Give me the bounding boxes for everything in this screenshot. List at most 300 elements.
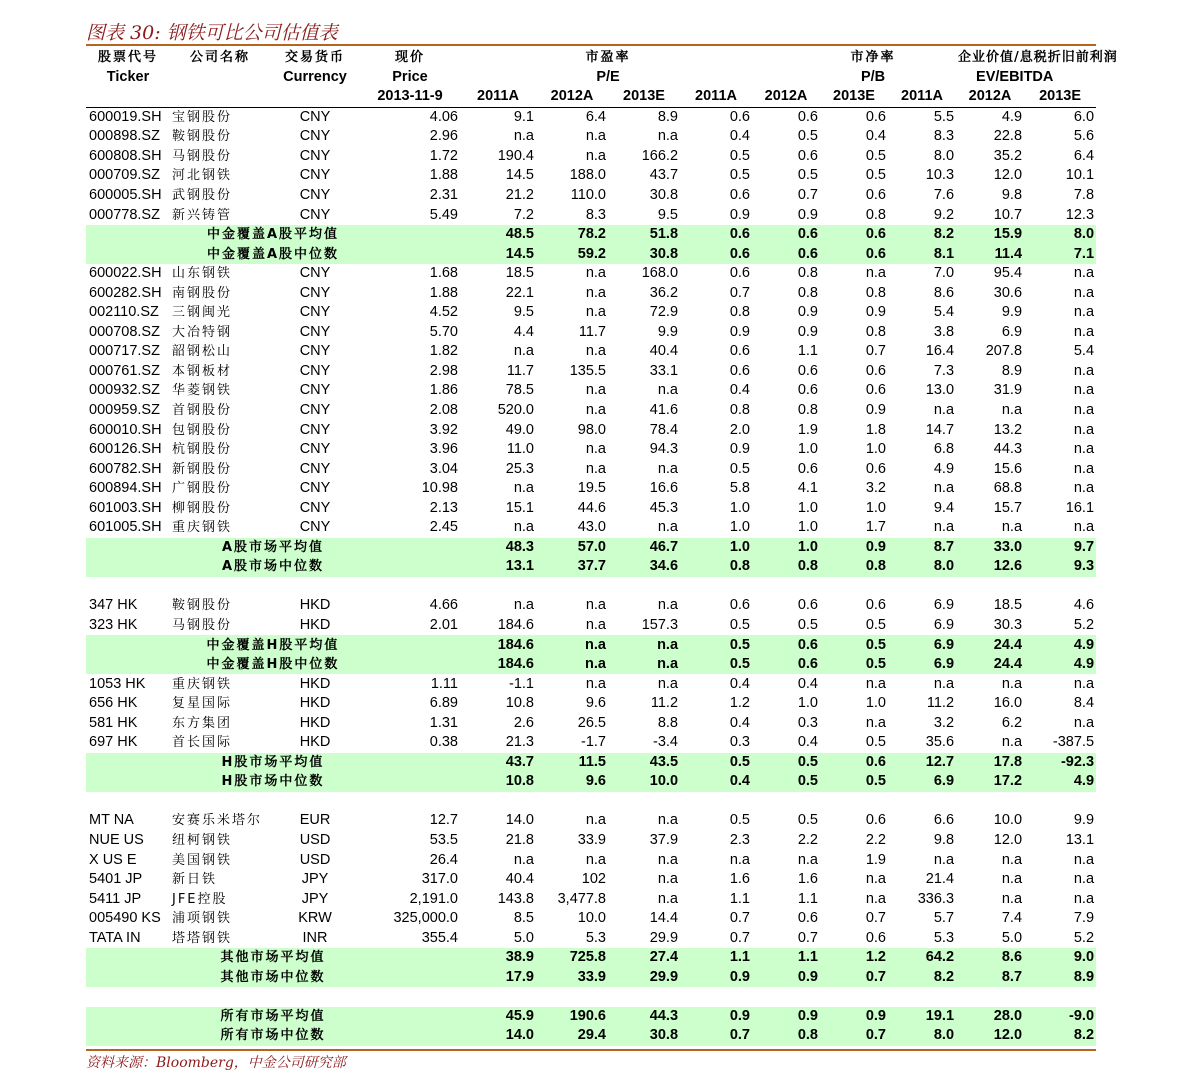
- value-cell: 7.8: [1073, 186, 1095, 203]
- value-cell: 184.6: [497, 616, 534, 633]
- value-cell: n.a: [933, 675, 955, 692]
- value-cell: 5.2: [1073, 616, 1095, 633]
- price-cell: 53.5: [429, 832, 458, 848]
- value-cell: 0.6: [865, 186, 887, 203]
- currency-cell: CNY: [299, 460, 331, 477]
- summary-value: 1.1: [680, 948, 752, 968]
- currency-cell: CNY: [299, 108, 331, 125]
- summary-value: 57.0: [536, 538, 608, 558]
- value-cell: 0.5: [729, 460, 751, 477]
- company-name-cell: 东方集团: [172, 715, 233, 731]
- summary-value: 10.0: [608, 772, 680, 792]
- value-cell: 2.6: [513, 714, 534, 731]
- value-cell: 0.8: [729, 304, 751, 321]
- table-row: [86, 303, 1096, 323]
- value-cell: 9.6: [585, 695, 606, 712]
- ticker-cell: 005490 KS: [89, 910, 161, 927]
- price-cell: 2.96: [429, 128, 458, 145]
- value-cell: n.a: [585, 284, 606, 301]
- summary-value: 78.2: [536, 225, 608, 245]
- summary-label: 所有市场平均值: [86, 1007, 460, 1027]
- value-cell: 0.6: [797, 460, 819, 477]
- value-cell: 8.0: [933, 147, 955, 164]
- value-cell: 49.0: [505, 421, 534, 438]
- price-cell: 2.08: [429, 401, 458, 418]
- value-cell: 0.4: [729, 714, 751, 731]
- value-cell: 6.9: [1001, 323, 1023, 340]
- table-row: [86, 518, 1096, 538]
- table-row: [86, 205, 1096, 225]
- value-cell: 12.0: [993, 167, 1023, 184]
- summary-value: 24.4: [956, 655, 1024, 675]
- value-cell: 2.2: [865, 832, 887, 848]
- value-cell: n.a: [865, 714, 887, 731]
- summary-value: 37.7: [536, 557, 608, 577]
- value-cell: 0.4: [729, 382, 751, 399]
- ticker-cell: 000778.SZ: [89, 206, 160, 223]
- ticker-cell: 5401 JP: [89, 871, 143, 888]
- price-cell: 2.31: [429, 186, 458, 203]
- table-row: [86, 186, 1096, 206]
- header-ev-2012: 2012A: [956, 87, 1024, 107]
- value-cell: n.a: [657, 597, 679, 614]
- summary-value: 13.1: [460, 557, 536, 577]
- table-row: [86, 264, 1096, 284]
- currency-cell: CNY: [299, 167, 331, 184]
- value-cell: 10.1: [1065, 167, 1095, 184]
- value-cell: 9.1: [513, 108, 534, 125]
- currency-cell: USD: [299, 851, 331, 868]
- summary-value: 0.6: [680, 225, 752, 245]
- table-row: [86, 166, 1096, 186]
- summary-value: 9.7: [1024, 538, 1096, 558]
- ticker-cell: 601005.SH: [89, 519, 162, 536]
- company-name-cell: 重庆钢铁: [172, 520, 233, 536]
- summary-value: 9.0: [1024, 948, 1096, 968]
- company-name-cell: 纽柯钢铁: [172, 833, 233, 848]
- value-cell: n.a: [729, 851, 751, 868]
- company-name-cell: JFE控股: [172, 891, 228, 907]
- value-cell: 0.9: [797, 323, 819, 340]
- summary-value: 9.3: [1024, 557, 1096, 577]
- value-cell: 16.6: [649, 480, 679, 497]
- summary-value: 0.6: [752, 244, 820, 264]
- value-cell: 5.4: [933, 304, 955, 321]
- company-name-cell: 包钢股份: [172, 422, 233, 438]
- value-cell: n.a: [1001, 675, 1023, 692]
- summary-label: 所有市场中位数: [86, 1026, 460, 1046]
- value-cell: 0.5: [865, 167, 887, 184]
- value-cell: 0.7: [865, 910, 887, 927]
- value-cell: 11.7: [506, 362, 534, 379]
- currency-cell: HKD: [299, 714, 331, 731]
- summary-value: 0.9: [680, 968, 752, 988]
- summary-row: [86, 968, 1096, 988]
- value-cell: 10.7: [993, 206, 1023, 223]
- valuation-table: [86, 48, 1118, 1046]
- value-cell: 7.6: [933, 186, 955, 203]
- value-cell: 1.0: [797, 441, 819, 458]
- ticker-cell: 581 HK: [89, 714, 138, 731]
- summary-value: 0.8: [680, 557, 752, 577]
- summary-value: 0.9: [752, 1007, 820, 1027]
- value-cell: 0.3: [729, 734, 751, 751]
- table-row: [86, 831, 1096, 851]
- summary-value: 0.9: [680, 1007, 752, 1027]
- value-cell: 94.3: [649, 441, 679, 458]
- price-cell: 3.04: [429, 460, 458, 477]
- table-row: [86, 928, 1096, 948]
- value-cell: n.a: [585, 675, 606, 692]
- value-cell: n.a: [657, 871, 679, 888]
- value-cell: 8.8: [657, 714, 679, 731]
- value-cell: n.a: [1073, 284, 1095, 301]
- value-cell: n.a: [1001, 890, 1023, 907]
- value-cell: 14.5: [505, 167, 534, 184]
- price-cell: 1.88: [429, 284, 458, 301]
- value-cell: 9.2: [933, 206, 955, 223]
- price-cell: 4.66: [429, 597, 458, 614]
- summary-value: 11.5: [536, 753, 608, 773]
- value-cell: 1.8: [865, 421, 887, 438]
- value-cell: 0.6: [797, 382, 819, 399]
- summary-value: 46.7: [608, 538, 680, 558]
- summary-value: 0.6: [820, 753, 888, 773]
- company-name-cell: 新兴铸管: [172, 207, 233, 223]
- value-cell: 520.0: [497, 401, 534, 418]
- currency-cell: CNY: [299, 382, 331, 399]
- price-cell: 3.92: [429, 421, 458, 438]
- summary-value: 0.5: [820, 772, 888, 792]
- ticker-cell: 600010.SH: [89, 421, 162, 438]
- header-row-3: [86, 87, 1096, 107]
- value-cell: n.a: [865, 265, 887, 282]
- summary-value: 0.7: [820, 1026, 888, 1046]
- value-cell: 95.4: [993, 265, 1023, 282]
- summary-value: 0.5: [752, 772, 820, 792]
- value-cell: 5.0: [513, 929, 534, 946]
- ticker-cell: 000761.SZ: [89, 362, 160, 379]
- company-name-cell: 塔塔钢铁: [172, 930, 233, 946]
- table-row: [86, 283, 1096, 303]
- price-cell: 1.72: [429, 147, 458, 164]
- value-cell: 33.1: [649, 362, 679, 379]
- price-cell: 10.98: [421, 480, 458, 497]
- value-cell: 1.0: [797, 519, 819, 536]
- value-cell: 0.5: [865, 616, 887, 633]
- currency-cell: CNY: [299, 480, 331, 497]
- currency-cell: USD: [299, 832, 331, 848]
- value-cell: 157.3: [641, 616, 679, 633]
- summary-value: 8.0: [888, 1026, 956, 1046]
- company-name-cell: 鞍钢股份: [172, 598, 233, 614]
- summary-row: [86, 948, 1096, 968]
- company-name-cell: 大冶特钢: [172, 324, 233, 340]
- value-cell: 0.6: [865, 382, 887, 399]
- value-cell: 0.5: [797, 616, 819, 633]
- value-cell: 0.6: [865, 812, 887, 829]
- value-cell: 0.9: [729, 206, 751, 223]
- value-cell: 0.5: [729, 812, 751, 829]
- value-cell: 0.9: [729, 441, 751, 458]
- value-cell: 22.8: [993, 128, 1023, 145]
- summary-value: 14.0: [460, 1026, 536, 1046]
- summary-value: 45.9: [460, 1007, 536, 1027]
- value-cell: 7.2: [513, 206, 534, 223]
- value-cell: -387.5: [1052, 734, 1095, 751]
- value-cell: 0.8: [797, 284, 819, 301]
- value-cell: 1.0: [865, 499, 887, 516]
- price-cell: 4.06: [429, 108, 458, 125]
- summary-value: 8.2: [888, 968, 956, 988]
- table-row: [86, 127, 1096, 147]
- value-cell: 14.4: [649, 910, 679, 927]
- value-cell: 0.6: [865, 929, 887, 946]
- summary-label: A股市场中位数: [86, 557, 460, 577]
- value-cell: 35.6: [925, 734, 955, 751]
- summary-value: 0.5: [680, 635, 752, 655]
- summary-value: 8.0: [1024, 225, 1096, 245]
- value-cell: 0.5: [797, 167, 819, 184]
- summary-value: 11.4: [956, 244, 1024, 264]
- value-cell: 1.0: [797, 499, 819, 516]
- price-cell: 325,000.0: [393, 910, 458, 927]
- value-cell: 0.5: [865, 147, 887, 164]
- header-pb-2012: 2012A: [752, 87, 820, 107]
- company-name-cell: 广钢股份: [172, 481, 233, 497]
- summary-row: [86, 225, 1096, 245]
- company-name-cell: 柳钢股份: [172, 500, 233, 516]
- value-cell: n.a: [657, 812, 679, 829]
- ticker-cell: 697 HK: [89, 734, 138, 751]
- summary-value: 33.0: [956, 538, 1024, 558]
- table-row: [86, 401, 1096, 421]
- summary-label: 其他市场平均值: [86, 948, 460, 968]
- summary-label: 中金覆盖H股中位数: [86, 655, 460, 675]
- table-row: [86, 909, 1096, 929]
- summary-label: 中金覆盖A股中位数: [86, 244, 460, 264]
- value-cell: n.a: [1073, 304, 1095, 321]
- value-cell: 6.6: [933, 812, 955, 829]
- summary-value: n.a: [536, 635, 608, 655]
- value-cell: 9.5: [657, 206, 679, 223]
- value-cell: 4.9: [1001, 108, 1023, 125]
- value-cell: n.a: [1073, 714, 1095, 731]
- summary-value: 0.6: [680, 244, 752, 264]
- company-name-cell: 鞍钢股份: [172, 129, 233, 145]
- value-cell: 0.5: [797, 812, 819, 829]
- price-cell: 1.31: [429, 714, 458, 731]
- value-cell: 5.6: [1073, 128, 1095, 145]
- value-cell: 3,477.8: [557, 890, 606, 907]
- price-cell: 12.7: [429, 812, 458, 829]
- summary-value: 4.9: [1024, 635, 1096, 655]
- value-cell: 0.7: [729, 929, 751, 946]
- price-cell: 1.88: [429, 167, 458, 184]
- ticker-cell: 600782.SH: [89, 460, 162, 477]
- summary-value: 59.2: [536, 244, 608, 264]
- value-cell: 37.9: [649, 832, 679, 848]
- summary-value: 8.9: [1024, 968, 1096, 988]
- header-ev-2011: 2011A: [888, 87, 956, 107]
- value-cell: 29.9: [649, 929, 679, 946]
- value-cell: 0.5: [865, 734, 887, 751]
- header-pe-2011: 2011A: [460, 87, 536, 107]
- summary-value: 15.9: [956, 225, 1024, 245]
- value-cell: 0.6: [729, 362, 751, 379]
- value-cell: 0.7: [797, 929, 819, 946]
- table-row: [86, 713, 1096, 733]
- value-cell: 15.6: [993, 460, 1023, 477]
- value-cell: 3.2: [865, 480, 887, 497]
- summary-value: 34.6: [608, 557, 680, 577]
- summary-value: 48.3: [460, 538, 536, 558]
- value-cell: n.a: [933, 851, 955, 868]
- table-row: [86, 694, 1096, 714]
- value-cell: n.a: [513, 519, 534, 536]
- value-cell: n.a: [865, 675, 887, 692]
- header-pb-en: P/B: [860, 68, 886, 85]
- value-cell: 0.4: [729, 128, 751, 145]
- value-cell: 44.3: [993, 441, 1023, 458]
- ticker-cell: 600808.SH: [89, 147, 162, 164]
- company-name-cell: 马钢股份: [172, 148, 233, 164]
- value-cell: 1.1: [797, 890, 819, 907]
- value-cell: n.a: [657, 890, 679, 907]
- value-cell: n.a: [585, 851, 606, 868]
- summary-value: 0.4: [680, 772, 752, 792]
- value-cell: 7.9: [1073, 910, 1095, 927]
- value-cell: 6.4: [1073, 147, 1095, 164]
- currency-cell: CNY: [299, 421, 331, 438]
- value-cell: 5.5: [933, 108, 955, 125]
- value-cell: 5.4: [1073, 343, 1095, 360]
- value-cell: 0.3: [797, 714, 819, 731]
- value-cell: n.a: [1073, 460, 1095, 477]
- summary-value: -9.0: [1024, 1007, 1096, 1027]
- header-ev-en: EV/EBITDA: [976, 68, 1054, 85]
- value-cell: 1.0: [797, 695, 819, 712]
- currency-cell: INR: [302, 929, 328, 946]
- currency-cell: CNY: [299, 343, 331, 360]
- header-row-1: [86, 48, 1096, 68]
- table-row: [86, 733, 1096, 753]
- value-cell: 40.4: [505, 871, 534, 888]
- value-cell: n.a: [933, 480, 955, 497]
- header-currency-cn: 交易货币: [284, 50, 345, 66]
- currency-cell: CNY: [299, 499, 331, 516]
- value-cell: n.a: [585, 401, 606, 418]
- value-cell: 1.1: [797, 343, 819, 360]
- value-cell: 0.7: [729, 910, 751, 927]
- summary-value: n.a: [536, 655, 608, 675]
- summary-value: 24.4: [956, 635, 1024, 655]
- value-cell: 30.6: [993, 284, 1023, 301]
- price-cell: 2.98: [429, 362, 458, 379]
- summary-row: [86, 1007, 1096, 1027]
- table-row: [86, 674, 1096, 694]
- summary-value: 17.2: [956, 772, 1024, 792]
- value-cell: 2.2: [797, 832, 819, 848]
- price-cell: 1.86: [429, 382, 458, 399]
- value-cell: 10.0: [993, 812, 1023, 829]
- spacer-row: [86, 577, 1096, 597]
- value-cell: 7.0: [933, 265, 955, 282]
- value-cell: 18.5: [993, 597, 1023, 614]
- summary-value: 10.8: [460, 772, 536, 792]
- summary-value: 0.7: [680, 1026, 752, 1046]
- table-row: [86, 362, 1096, 382]
- company-name-cell: 河北钢铁: [172, 168, 233, 184]
- summary-value: 8.2: [888, 225, 956, 245]
- table-row: [86, 420, 1096, 440]
- summary-value: 0.8: [752, 1026, 820, 1046]
- header-ev-2013: 2013E: [1024, 87, 1096, 107]
- header-pe-2013: 2013E: [608, 87, 680, 107]
- value-cell: 11.2: [926, 695, 955, 712]
- company-name-cell: 美国钢铁: [172, 852, 233, 868]
- summary-value: 12.6: [956, 557, 1024, 577]
- value-cell: n.a: [1073, 441, 1095, 458]
- value-cell: n.a: [657, 382, 679, 399]
- summary-value: 190.6: [536, 1007, 608, 1027]
- price-cell: 4.52: [429, 304, 458, 321]
- value-cell: 25.3: [505, 460, 534, 477]
- summary-value: 0.8: [752, 557, 820, 577]
- value-cell: 16.0: [993, 695, 1023, 712]
- value-cell: n.a: [1073, 323, 1095, 340]
- price-cell: 317.0: [421, 871, 458, 888]
- ticker-cell: 600022.SH: [89, 265, 162, 282]
- header-date: 2013-11-9: [360, 87, 460, 107]
- value-cell: 0.8: [729, 401, 751, 418]
- summary-row: [86, 244, 1096, 264]
- value-cell: 9.8: [933, 832, 955, 848]
- value-cell: 45.3: [649, 499, 679, 516]
- table-row: [86, 323, 1096, 343]
- value-cell: 0.5: [729, 616, 751, 633]
- value-cell: 1.1: [729, 890, 751, 907]
- currency-cell: KRW: [298, 910, 332, 927]
- value-cell: 44.6: [577, 499, 606, 516]
- value-cell: 78.4: [649, 421, 679, 438]
- value-cell: n.a: [865, 871, 887, 888]
- ticker-cell: 323 HK: [89, 616, 138, 633]
- value-cell: 0.5: [729, 167, 751, 184]
- company-name-cell: 新日铁: [172, 872, 218, 888]
- price-cell: 2,191.0: [409, 890, 458, 907]
- value-cell: n.a: [1073, 421, 1095, 438]
- value-cell: 0.9: [865, 304, 887, 321]
- value-cell: 0.4: [797, 675, 819, 692]
- value-cell: 1.0: [865, 441, 887, 458]
- value-cell: 6.2: [1001, 714, 1023, 731]
- summary-value: 14.5: [460, 244, 536, 264]
- value-cell: 68.8: [993, 480, 1023, 497]
- summary-value: 27.4: [608, 948, 680, 968]
- summary-label: A股市场平均值: [86, 538, 460, 558]
- company-name-cell: 宝钢股份: [172, 109, 233, 125]
- summary-value: 0.9: [752, 968, 820, 988]
- value-cell: 16.4: [925, 343, 955, 360]
- value-cell: 0.8: [797, 265, 819, 282]
- price-cell: 2.45: [429, 519, 458, 536]
- value-cell: n.a: [865, 890, 887, 907]
- currency-cell: CNY: [299, 265, 331, 282]
- table-row: [86, 381, 1096, 401]
- ticker-cell: TATA IN: [89, 929, 141, 946]
- ticker-cell: 656 HK: [89, 695, 138, 712]
